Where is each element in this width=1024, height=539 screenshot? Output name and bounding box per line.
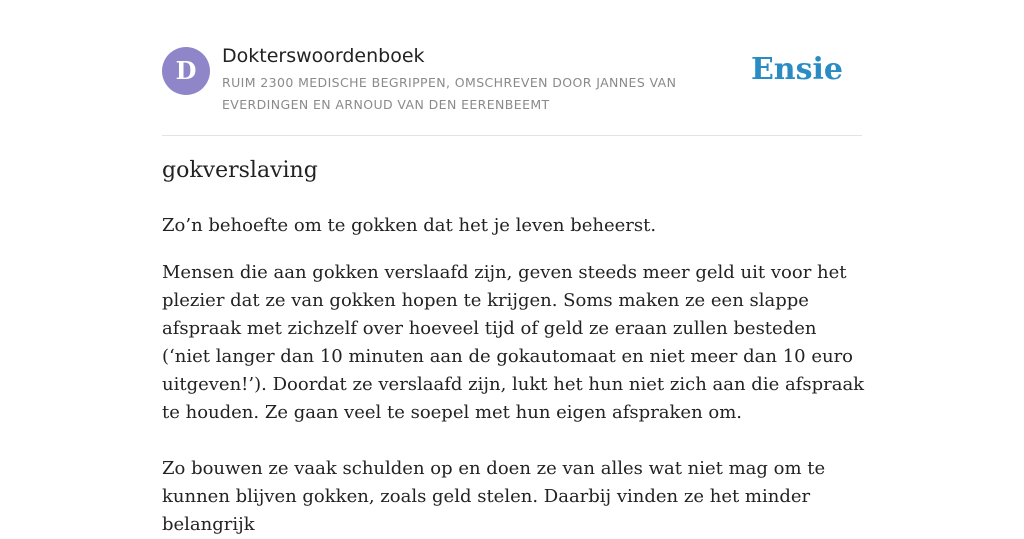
source-subtitle: RUIM 2300 MEDISCHE BEGRIPPEN, OMSCHREVEN DOOR JANNES VAN EVERDINGEN EN ARNOUD VAN DEN EERENBEEMT [222, 75, 677, 112]
term-summary: Zo’n behoefte om te gokken dat het je leven beheerst. [162, 215, 657, 236]
ensie-logo-link[interactable]: Ensie [750, 52, 843, 87]
source-title[interactable]: Dokterswoordenboek [222, 45, 425, 67]
term-title: gokverslaving [162, 158, 318, 183]
definition-paragraph: Mensen die aan gokken verslaafd zijn, geven steeds meer geld uit voor het plezier dat ze van gokken hopen te krijgen. Soms maken ze een slappe afspraak met zichzelf over hoeveel tijd of geld ze eraan zullen besteden (‘niet langer dan 10 minuten aan de gokautomaat en niet meer dan 10 euro uitgeven!’). Doordat ze verslaafd zijn, lukt het hun niet zich aan die afspraak te houden. Ze gaan veel te soepel met hun eigen afspraken om. [162, 262, 865, 423]
page [162, 0, 865, 535]
definition-paragraph: Zo bouwen ze vaak schulden op en doen ze van alles wat niet mag om te kunnen blijven gokken, zoals geld stelen. Daarbij vinden ze het minder belangrijk [162, 458, 826, 535]
source-header [162, 0, 862, 136]
source-avatar[interactable]: D [162, 47, 210, 95]
